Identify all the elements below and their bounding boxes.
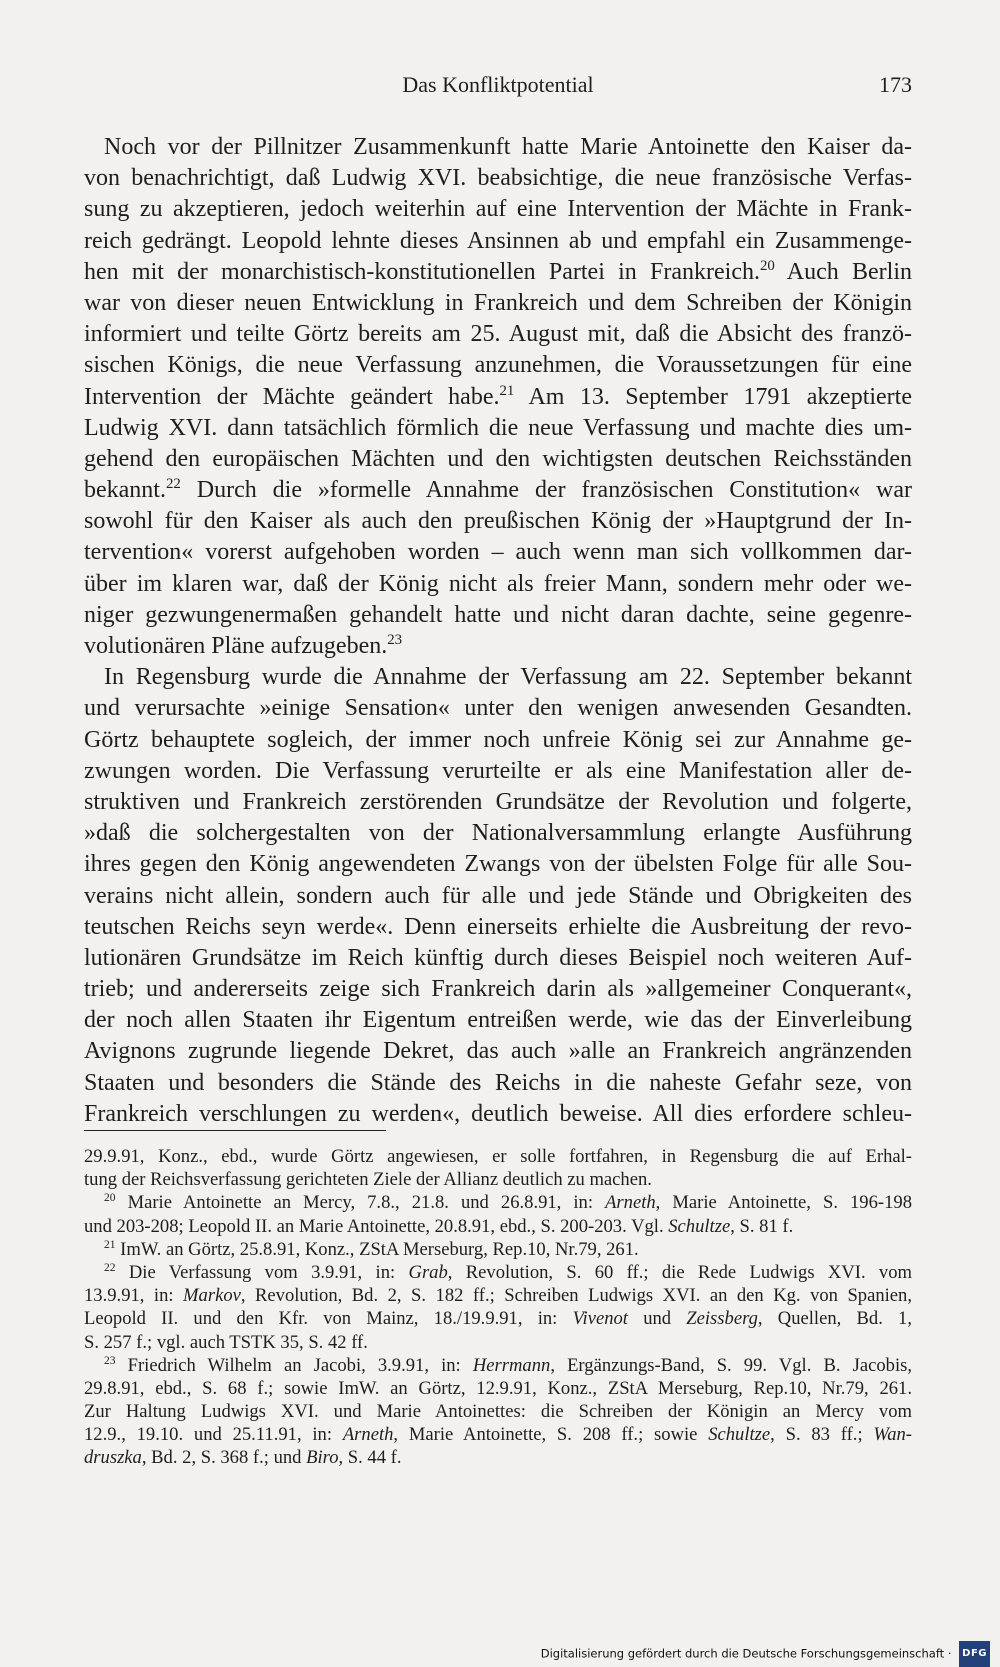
dfg-logo: DFG (959, 1641, 990, 1667)
text-line: Frankreich verschlungen zu werden«, deutlich beweise. All dies erfordere schleu- (84, 1100, 912, 1127)
text-line: sowohl für den Kaiser als auch den preußischen König der »Hauptgrund der In- (84, 508, 912, 535)
text-line: reich gedrängt. Leopold lehnte dieses Ansinnen ab und empfahl ein Zusammenge- (84, 227, 912, 254)
footnote-line: $^{22}$ Die Verfassung vom 3.9.91, in: Grab, Revolution, S. 60 ff.; die Rede Ludwigs XVI. vom (104, 1261, 912, 1283)
footer-text: Digitalisierung gefördert durch die Deutsche Forschungsgemeinschaft · (540, 1646, 952, 1661)
footnote-line: tung der Reichsverfassung gerichteten Ziele der Allianz deutlich zu machen. (84, 1169, 652, 1191)
text-line: Intervention der Mächte geändert habe.$^{21}$ Am 13. September 1791 akzeptierte (84, 382, 912, 410)
text-line: niger gezwungenermaßen gehandelt hatte und nicht daran dachte, seine gegenre- (84, 601, 912, 628)
page-header (84, 72, 912, 112)
text-line: teutschen Reichs seyn werde«. Denn einerseits erhielte die Ausbreitung der revo- (84, 913, 912, 940)
text-line: tervention« vorerst aufgehoben worden – auch wenn man sich vollkommen dar- (84, 539, 912, 566)
footnote-line: S. 257 f.; vgl. auch TSTK 35, S. 42 ff. (84, 1331, 368, 1353)
text-line: hen mit der monarchistisch-konstitutionellen Partei in Frankreich.$^{20}$ Auch Berlin (84, 257, 912, 285)
text-line: volutionären Pläne aufzugeben.$^{23}$ (84, 632, 403, 659)
text-line: von benachrichtigt, daß Ludwig XVI. beabsichtige, die neue französische Verfas- (84, 165, 912, 192)
text-line: der noch allen Staaten ihr Eigentum entreißen werde, wie das der Einverleibung (84, 1007, 912, 1034)
footnote-separator (84, 1130, 386, 1131)
text-line: »daß die solchergestalten von der Nationalversammlung erlangte Ausführung (84, 820, 912, 847)
text-line: gehend den europäischen Mächten und den wichtigsten deutschen Reichsständen (84, 445, 912, 472)
text-line: sung zu akzeptieren, jedoch weiterhin auf eine Intervention der Mächte in Frank- (84, 196, 912, 223)
text-line: Avignons zugrunde liegende Dekret, das auch »alle an Frankreich angränzenden (84, 1038, 912, 1065)
footnote-line: $^{20}$ Marie Antoinette an Mercy, 7.8., 21.8. und 26.8.91, in: Arneth, Marie Antoinette, S. 196-198 (104, 1192, 912, 1214)
footnote-line: 29.8.91, ebd., S. 68 f.; sowie ImW. an Görtz, 12.9.91, Konz., ZStA Merseburg, Rep.10, Nr.79, 261. (84, 1377, 912, 1399)
text-line: In Regensburg wurde die Annahme der Verfassung am 22. September bekannt (104, 664, 912, 691)
footnote-line: 13.9.91, in: Markov, Revolution, Bd. 2, S. 182 ff.; Schreiben Ludwigs XVI. an den Kg. von Spanien, (84, 1285, 912, 1307)
footnote-line: und 203-208; Leopold II. an Marie Antoinette, 20.8.91, ebd., S. 200-203. Vgl. Schultze, S. 81 f. (84, 1215, 794, 1237)
footnote-line: Zur Haltung Ludwigs XVI. und Marie Antoinettes: die Schreiben der Königin an Mercy vom (84, 1401, 912, 1423)
digitization-footer (0, 1641, 1000, 1665)
text-line: lutionären Grundsätze im Reich künftig durch dieses Beispiel noch weiteren Auf- (84, 944, 912, 971)
running-title: Das Konfliktpotential (402, 72, 594, 97)
text-line: über im klaren war, daß der König nicht als freier Mann, sondern mehr oder we- (84, 570, 912, 597)
footnote-line: 12.9., 19.10. und 25.11.91, in: Arneth, Marie Antoinette, S. 208 ff.; sowie Schultze, S. 83 ff.; Wan- (84, 1424, 912, 1446)
footnote-line: $^{21}$ ImW. an Görtz, 25.8.91, Konz., ZStA Merseburg, Rep.10, Nr.79, 261. (104, 1238, 639, 1260)
text-line: Staaten und besonders die Stände des Reichs in die naheste Gefahr seze, von (84, 1069, 912, 1096)
text-line: Noch vor der Pillnitzer Zusammenkunft hatte Marie Antoinette den Kaiser da- (104, 134, 912, 160)
text-line: Ludwig XVI. dann tatsächlich förmlich die neue Verfassung und machte dies um- (84, 414, 912, 441)
text-line: trieb; und andererseits zeige sich Frankreich darin als »allgemeiner Conquerant«, (84, 976, 912, 1003)
text-line: verains nicht allein, sondern auch für alle und jede Stände und Obrigkeiten des (84, 882, 912, 909)
text-line: sischen Königs, die neue Verfassung anzunehmen, die Voraussetzungen für eine (84, 352, 912, 379)
footnotes (84, 1145, 912, 1470)
text-line: struktiven und Frankreich zerstörenden Grundsätze der Revolution und folgerte, (84, 788, 912, 815)
text-line: zwungen worden. Die Verfassung verurteilte er als eine Manifestation aller de- (84, 757, 912, 784)
footnote-line: $^{23}$ Friedrich Wilhelm an Jacobi, 3.9.91, in: Herrmann, Ergänzungs-Band, S. 99. Vgl. B. Jacobis, (104, 1354, 912, 1376)
text-line: informiert und teilte Görtz bereits am 25. August mit, daß die Absicht des franzö- (84, 321, 912, 348)
text-line: und verursachte »einige Sensation« unter den wenigen anwesenden Gesandten. (84, 695, 912, 722)
text-line: war von dieser neuen Entwicklung in Frankreich und dem Schreiben der Königin (84, 289, 912, 316)
body-text (84, 132, 912, 1130)
text-line: Görtz behauptete sogleich, der immer noch unfreie König sei zur Annahme ge- (84, 726, 912, 753)
page-number: 173 (879, 72, 912, 97)
footnote-line: Leopold II. und den Kfr. von Mainz, 18./19.9.91, in: Vivenot und Zeissberg, Quellen, Bd. 1, (84, 1308, 912, 1330)
text-line: bekannt.$^{22}$ Durch die »formelle Annahme der französischen Constitution« war (84, 476, 912, 504)
text-line: ihres gegen den König angewendeten Zwangs von der übelsten Folge für alle Sou- (84, 851, 912, 878)
footnote-line: 29.9.91, Konz., ebd., wurde Görtz angewiesen, er solle fortfahren, in Regensburg die auf Erhal- (84, 1146, 912, 1167)
footnote-line: druszka, Bd. 2, S. 368 f.; und Biro, S. 44 f. (84, 1447, 402, 1469)
